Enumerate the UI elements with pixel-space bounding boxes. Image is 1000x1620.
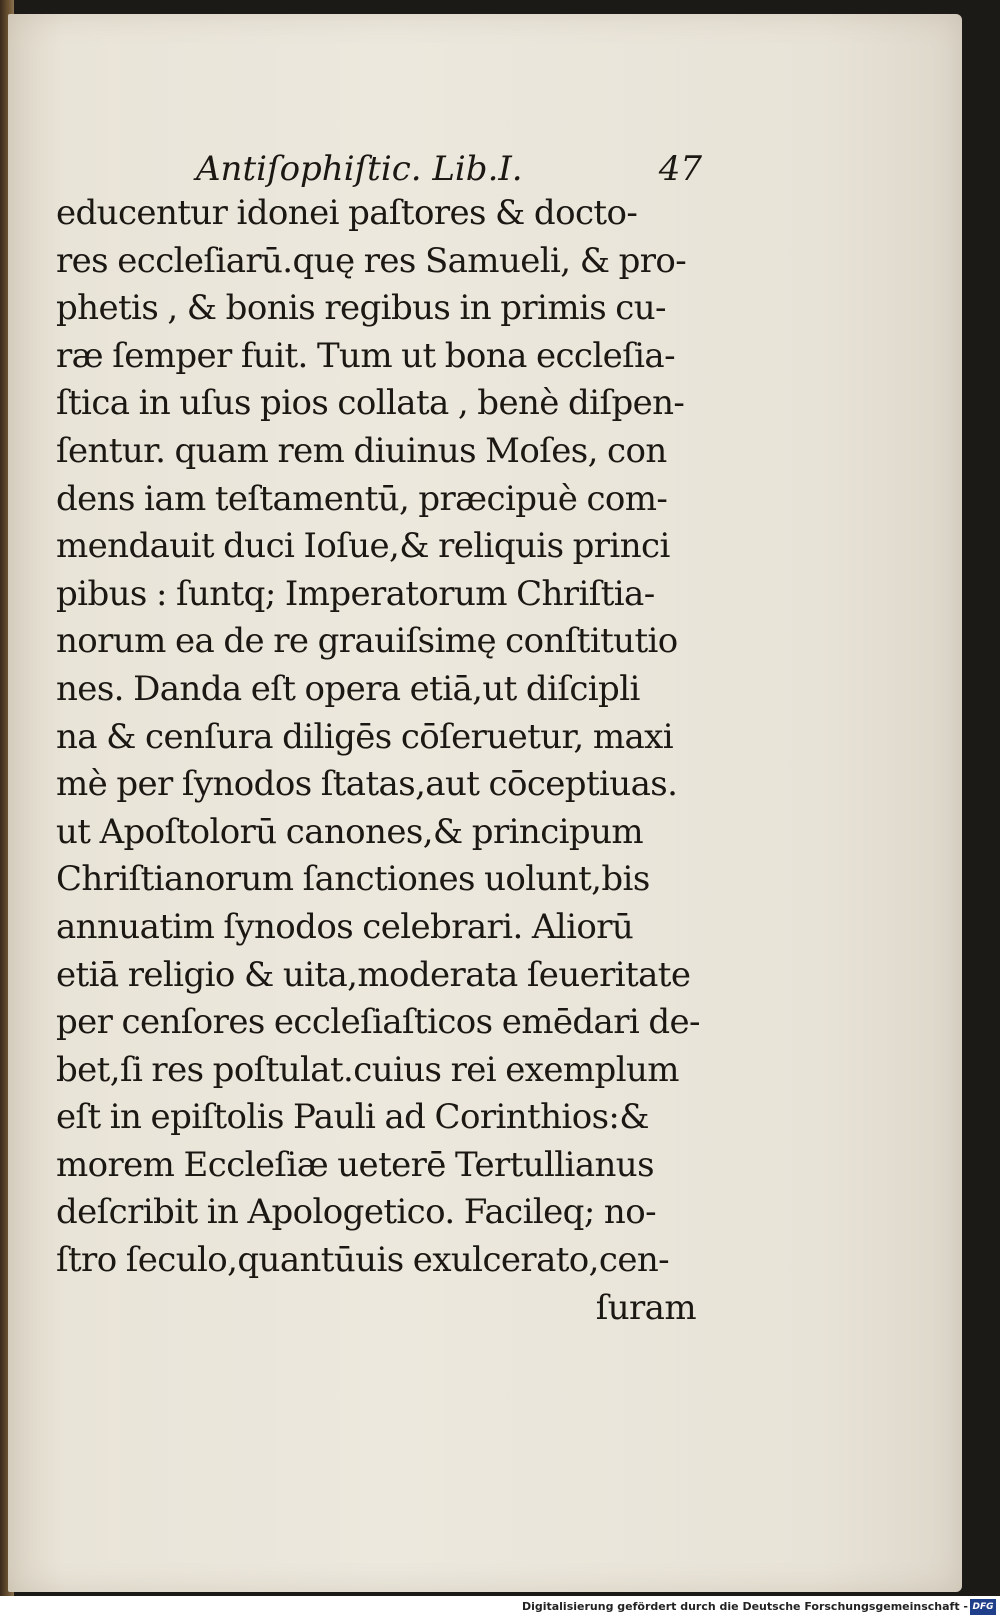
text-line: Chriſtianorum ſanctiones uolunt,bis xyxy=(56,859,650,900)
digitization-footer xyxy=(0,1596,1000,1620)
text-line: ut Apoſtolorū canones,& principum xyxy=(56,811,644,852)
funding-credit: Digitalisierung gefördert durch die Deutsche Forschungsgemeinschaft - xyxy=(521,1600,968,1613)
text-line: norum ea de re grauiſsimę conſtitutio xyxy=(56,621,678,662)
text-line: annuatim ſynodos celebrari. Aliorū xyxy=(56,906,634,947)
text-line: morem Eccleſiæ ueterē Tertullianus xyxy=(56,1144,654,1185)
text-line: ſtro ſeculo,quantūuis exulcerato,cen- xyxy=(56,1240,670,1281)
text-block xyxy=(56,148,702,1332)
text-line: ſtica in uſus pios collata , benè diſpen- xyxy=(56,383,685,424)
text-line: eſt in epiſtolis Pauli ad Corinthios:& xyxy=(56,1097,649,1138)
text-line: nes. Danda eſt opera etiā,ut diſcipli xyxy=(56,668,640,709)
page-number: 47 xyxy=(658,149,702,189)
running-head xyxy=(56,148,702,190)
running-head-title: Antiſophiſtic. Lib.I. xyxy=(196,149,523,189)
text-line: deſcribit in Apologetico. Facileq; no- xyxy=(56,1192,656,1233)
text-line: na & cenſura diligēs cōſeruetur, maxi xyxy=(56,716,673,757)
text-line: pibus : ſuntq; Imperatorum Chriſtia- xyxy=(56,573,655,614)
text-line: ræ ſemper fuit. Tum ut bona eccleſia- xyxy=(56,335,675,376)
text-line: phetis , & bonis regibus in primis cu- xyxy=(56,288,666,329)
book-page xyxy=(8,14,962,1592)
text-line: mendauit duci Ioſue,& reliquis princi xyxy=(56,526,670,567)
text-line: ſentur. quam rem diuinus Moſes, con xyxy=(56,430,667,471)
text-line: etiā religio & uita,moderata ſeueritate xyxy=(56,954,691,995)
text-line: mè per ſynodos ſtatas,aut cōceptiuas. xyxy=(56,764,678,805)
text-line: per cenſores eccleſiaſticos emēdari de- xyxy=(56,1002,700,1043)
text-line: dens iam teſtamentū, præcipuè com- xyxy=(56,478,668,519)
text-line: bet,ſi res poſtulat.cuius rei exemplum xyxy=(56,1049,679,1090)
text-line: res eccleſiarū.quę res Samueli, & pro- xyxy=(56,240,687,281)
dfg-logo: DFG xyxy=(970,1599,996,1615)
catchword: ſuram xyxy=(595,1287,696,1328)
text-line: educentur idonei paſtores & docto- xyxy=(56,193,638,233)
